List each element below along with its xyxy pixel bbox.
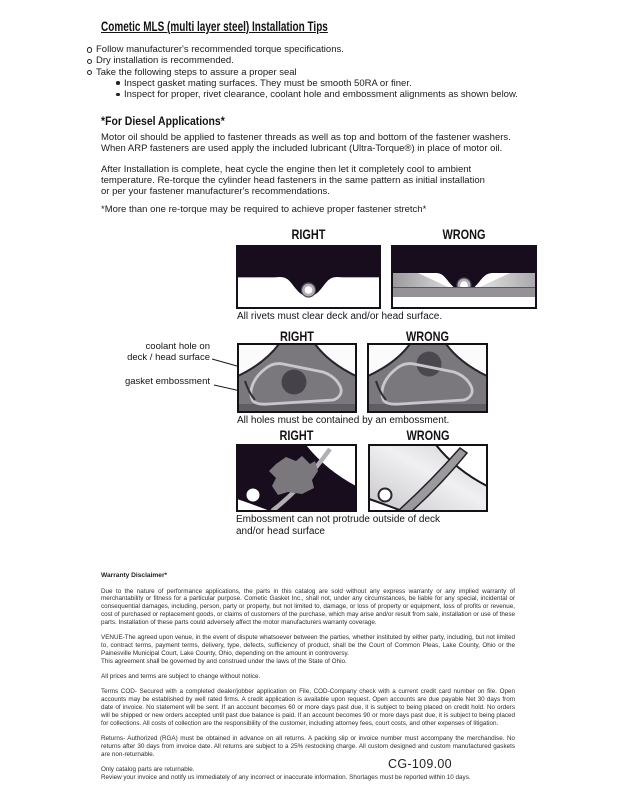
- list-item-text: Dry installation is recommended.: [96, 55, 234, 67]
- sub-list-item: [116, 78, 518, 89]
- figure-rivets-right-diagram: [236, 245, 381, 309]
- disclaimer-paragraph: VENUE-The agreed upon venue, in the event of dispute whatsoever between the parties, whether instituted by either party, including, but not limited to, contract terms, payment terms, delivery, type, defects, sufficiency of product, shall be the Court of Common Pleas, Lake County, Ohio or the Painesville Municipal Court, Lake County, Ohio, depending on the amount in controversy. This agreement shall be governed by and construed under the laws of the State of Ohio.: [101, 634, 515, 665]
- retorque-note: *More than one re-torque may be required to achieve proper fastener stretch*: [101, 204, 427, 215]
- figure2-wrong-header: WRONG: [405, 328, 450, 344]
- disclaimer-paragraph: All prices and terms are subject to change without notice.: [101, 672, 261, 680]
- open-bullet-icon: [87, 59, 92, 64]
- list-item-text: Follow manufacturer's recommended torque specifications.: [96, 44, 344, 55]
- filled-bullet-icon: [116, 81, 120, 85]
- filled-bullet-icon: [116, 93, 120, 97]
- disclaimer-paragraph: Due to the nature of performance applications, the parts in this catalog are sold without any express warranty or any implied warranty of merchantability or fitness for a particular purpose. Cometic Gasket Inc., shall not, under any circumstances, be liable for any special, incidental or consequential damages, including, person, party or property, but not limited to, damage, or loss of property or equipment, loss of profits or revenue, cost of purchased or replacement goods, or claims of customers of the purchase, which may arise and/or result from sale, installation or use of these parts. Installation of these parts could adversely affect the motor manufacturers warranty coverage.: [101, 587, 515, 626]
- page-title: Cometic MLS (multi layer steel) Installation Tips: [101, 19, 328, 34]
- list-item-text: Take the following steps to assure a proper seal: [96, 66, 297, 78]
- open-bullet-icon: [87, 47, 92, 52]
- coolant-hole-label: coolant hole on deck / head surface: [127, 341, 210, 363]
- figure1-caption: All rivets must clear deck and/or head surface.: [237, 311, 443, 322]
- paragraph-line: Motor oil should be applied to fastener threads as well as top and bottom of the fastener washers.: [101, 132, 511, 143]
- figure3-right-header: RIGHT: [279, 427, 314, 443]
- figure3-wrong-header: WRONG: [406, 427, 450, 443]
- sub-list-item-text: Inspect for proper, rivet clearance, coolant hole and embossment alignments as shown below.: [124, 89, 518, 101]
- figure-protrusion-right-diagram: [236, 444, 357, 512]
- figure1-right-header: RIGHT: [291, 226, 326, 242]
- figure-holes-wrong-diagram: [367, 343, 488, 413]
- figure1-wrong-header: WRONG: [442, 226, 486, 242]
- paragraph-line: When ARP fasteners are used apply the included lubricant (Ultra-Torque®) in place of motor oil.: [101, 143, 503, 155]
- figure2-caption: All holes must be contained by an embossment.: [237, 415, 450, 426]
- disclaimer-paragraph: Terms COD- Secured with a completed dealer/jobber application on File, COD-Company check with a current credit card number on file. Open accounts may be established by well rated firms. A credit application is available upon request. Open accounts are due payable Net 30 days from date of invoice. No statement will be sent. If an account becomes 60 or more days past due, it is subject to being placed on credit hold. No orders will be shipped or new orders accepted until past due balance is paid. If an account becomes 90 or more days past due, it is subject to being placed for collections. All costs of collection are the responsibility of the customer, including attorney fees, court costs, and other expenses of litigation.: [101, 688, 515, 727]
- paragraph-line: or per your fastener manufacturer's recommendations.: [101, 186, 330, 198]
- diesel-applications-heading: *For Diesel Applications*: [101, 114, 225, 128]
- list-item: [87, 55, 518, 66]
- figure-rivets-wrong-diagram: [391, 245, 537, 309]
- paragraph-line: temperature. Re-torque the cylinder head fasteners in the same pattern as initial installation: [101, 175, 485, 187]
- diesel-paragraph-1: [101, 132, 511, 154]
- installation-tips-list: [87, 44, 518, 100]
- sub-list-item: [116, 89, 518, 100]
- disclaimer-paragraph: Returns- Authorized (RGA) must be obtained in advance on all returns. A packing slip or invoice number must accompany the merchandise. No returns after 30 days from invoice date. All returns are subject to a 25% restocking charge. All custom designed and custom manufactured gaskets are non-returnable.: [101, 734, 515, 758]
- diesel-paragraph-2: [101, 164, 485, 198]
- figure-protrusion-wrong-diagram: [368, 444, 488, 512]
- figure3-caption: Embossment can not protrude outside of deck and/or head surface: [236, 514, 441, 537]
- list-item: [87, 67, 518, 78]
- figure2-right-header: RIGHT: [280, 328, 314, 344]
- warranty-disclaimer: [101, 572, 515, 789]
- open-bullet-icon: [87, 70, 92, 75]
- warranty-disclaimer-heading: Warranty Disclaimer*: [101, 572, 168, 579]
- sub-list-item-text: Inspect gasket mating surfaces. They must be smooth 50RA or finer.: [124, 77, 412, 89]
- list-item: [87, 44, 518, 55]
- paragraph-line: After Installation is complete, heat cycle the engine then let it completely cool to ambient: [101, 164, 472, 175]
- figure-holes-right-diagram: [237, 343, 357, 413]
- document-code: CG-109.00: [388, 757, 452, 771]
- disclaimer-paragraph: Only catalog parts are returnable. Review your invoice and notify us immediately of any incorrect or inaccurate information. Shortages must be reported within 10 days.: [101, 765, 471, 781]
- gasket-embossment-label: gasket embossment: [124, 376, 210, 387]
